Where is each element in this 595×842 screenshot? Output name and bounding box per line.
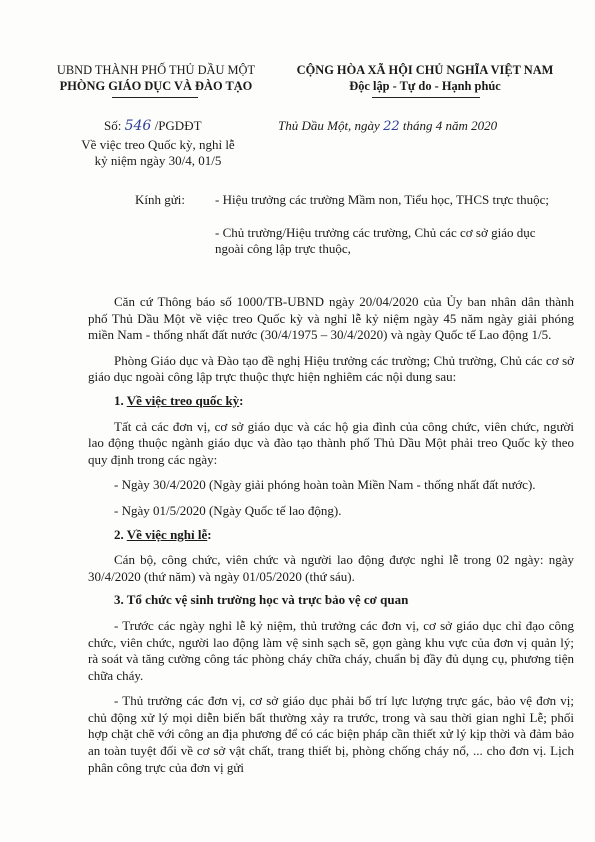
day-handwritten: 22: [383, 119, 400, 134]
issuing-organization: [40, 62, 272, 94]
place-date-before: Thủ Dầu Một, ngày: [278, 118, 384, 133]
section-1-number: 1.: [114, 392, 127, 408]
recipients-label: Kính gửi:: [135, 192, 186, 207]
document-body: [88, 294, 574, 776]
section-1-colon: :: [239, 392, 244, 408]
org-line-2: PHÒNG GIÁO DỤC VÀ ĐÀO TẠO: [59, 79, 253, 93]
subject: [48, 137, 268, 169]
section-1-item-2: - Ngày 01/5/2020 (Ngày Quốc tế lao động).: [114, 502, 342, 518]
intro-paragraph: Căn cứ Thông báo số 1000/TB-UBND ngày 20/04/2020 của Ủy ban nhân dân thành phố Thủ Dầu Một về việc treo Quốc kỳ và nghỉ lễ kỷ niệm ngày 45 năm ngày giải phóng miền Nam - thống nhất đất nước (30/4/1975 – 30/4/2020) và ngày Quốc tế Lao động 1/5.: [88, 294, 574, 343]
motto-underline: [372, 97, 480, 98]
section-2-number: 2.: [114, 526, 127, 542]
recipient-2: - Chủ trường/Hiệu trưởng các trường, Chủ các cơ sở giáo dục ngoài công lập trực thuộc,: [215, 225, 536, 256]
org-line-1: UBND THÀNH PHỐ THỦ DẦU MỘT: [56, 63, 256, 77]
doc-number-suffix: /PGDĐT: [151, 118, 202, 133]
request-paragraph: Phòng Giáo dục và Đào tạo đề nghị Hiệu trưởng các trường; Chủ trường, Chủ các cơ sở giáo dục ngoài công lập trực thuộc thực hiện nghiêm các nội dung sau:: [88, 352, 574, 385]
nation-line-1: CỘNG HÒA XÃ HỘI CHỦ NGHĨA VIỆT NAM: [296, 63, 554, 77]
section-3-paragraph-2: - Thủ trưởng các đơn vị, cơ sở giáo dục phải bố trí lực lượng trực gác, bảo vệ đơn vị; chủ động xử lý mọi diễn biến bất thường xảy ra trước, trong và sau thời gian nghỉ Lễ; phối hợp chặt chẽ với công an địa phương để có các biện pháp cần thiết xử lý kịp thời và đảm bảo an toàn tuyệt đối về cơ sở vật chất, trang thiết bị, phòng chống cháy nổ, ... cho đơn vị. Lịch phân công trực của đơn vị gửi: [88, 693, 574, 775]
org-underline: [112, 97, 198, 98]
doc-number-prefix: Số:: [104, 118, 125, 133]
nation-line-2: Độc lập - Tự do - Hạnh phúc: [349, 79, 501, 93]
section-1-heading: [88, 393, 574, 410]
section-3-paragraph-1: - Trước các ngày nghỉ lễ kỷ niệm, thủ trưởng các đơn vị, cơ sở giáo dục chỉ đạo công chức, viên chức, người lao động làm vệ sinh sạch sẽ, gọn gàng khu vực của đơn vị quản lý; rà soát và tăng cường công tác phòng cháy chữa cháy, chuẩn bị đầy đủ dụng cụ, phương tiện chữa cháy.: [88, 617, 574, 683]
section-1-title: Về việc treo quốc kỳ: [126, 392, 240, 408]
subject-line-1: Về việc treo Quốc kỳ, nghỉ lễ: [81, 137, 235, 152]
document-number: [104, 118, 202, 134]
section-1-item-1: - Ngày 30/4/2020 (Ngày giải phóng hoàn toàn Miền Nam - thống nhất đất nước).: [114, 477, 536, 493]
section-1-paragraph: Tất cả các đơn vị, cơ sở giáo dục và các hộ gia đình của công chức, viên chức, người lao động thuộc ngành giáo dục và đào tạo thành phố Thủ Dầu Một phải treo Quốc kỳ theo quy định trong các ngày:: [88, 418, 574, 467]
section-2-heading: [88, 527, 574, 544]
section-2-colon: :: [207, 526, 212, 542]
recipient-1: - Hiệu trưởng các trường Mầm non, Tiểu học, THCS trực thuộc;: [215, 192, 549, 207]
place-date: [278, 118, 497, 134]
section-3-heading: 3. Tổ chức vệ sinh trường học và trực bảo vệ cơ quan: [114, 592, 409, 608]
subject-line-2: kỷ niệm ngày 30/4, 01/5: [94, 153, 222, 168]
section-2-paragraph: Cán bộ, công chức, viên chức và người lao động được nghỉ lễ trong 02 ngày: ngày 30/4/2020 (thứ năm) và ngày 01/05/2020 (thứ sáu).: [88, 552, 574, 584]
place-date-after: tháng 4 năm 2020: [399, 118, 498, 133]
doc-number-handwritten: 546: [124, 118, 152, 134]
national-motto: [280, 62, 570, 94]
section-2-title: Về việc nghỉ lễ: [126, 526, 208, 542]
